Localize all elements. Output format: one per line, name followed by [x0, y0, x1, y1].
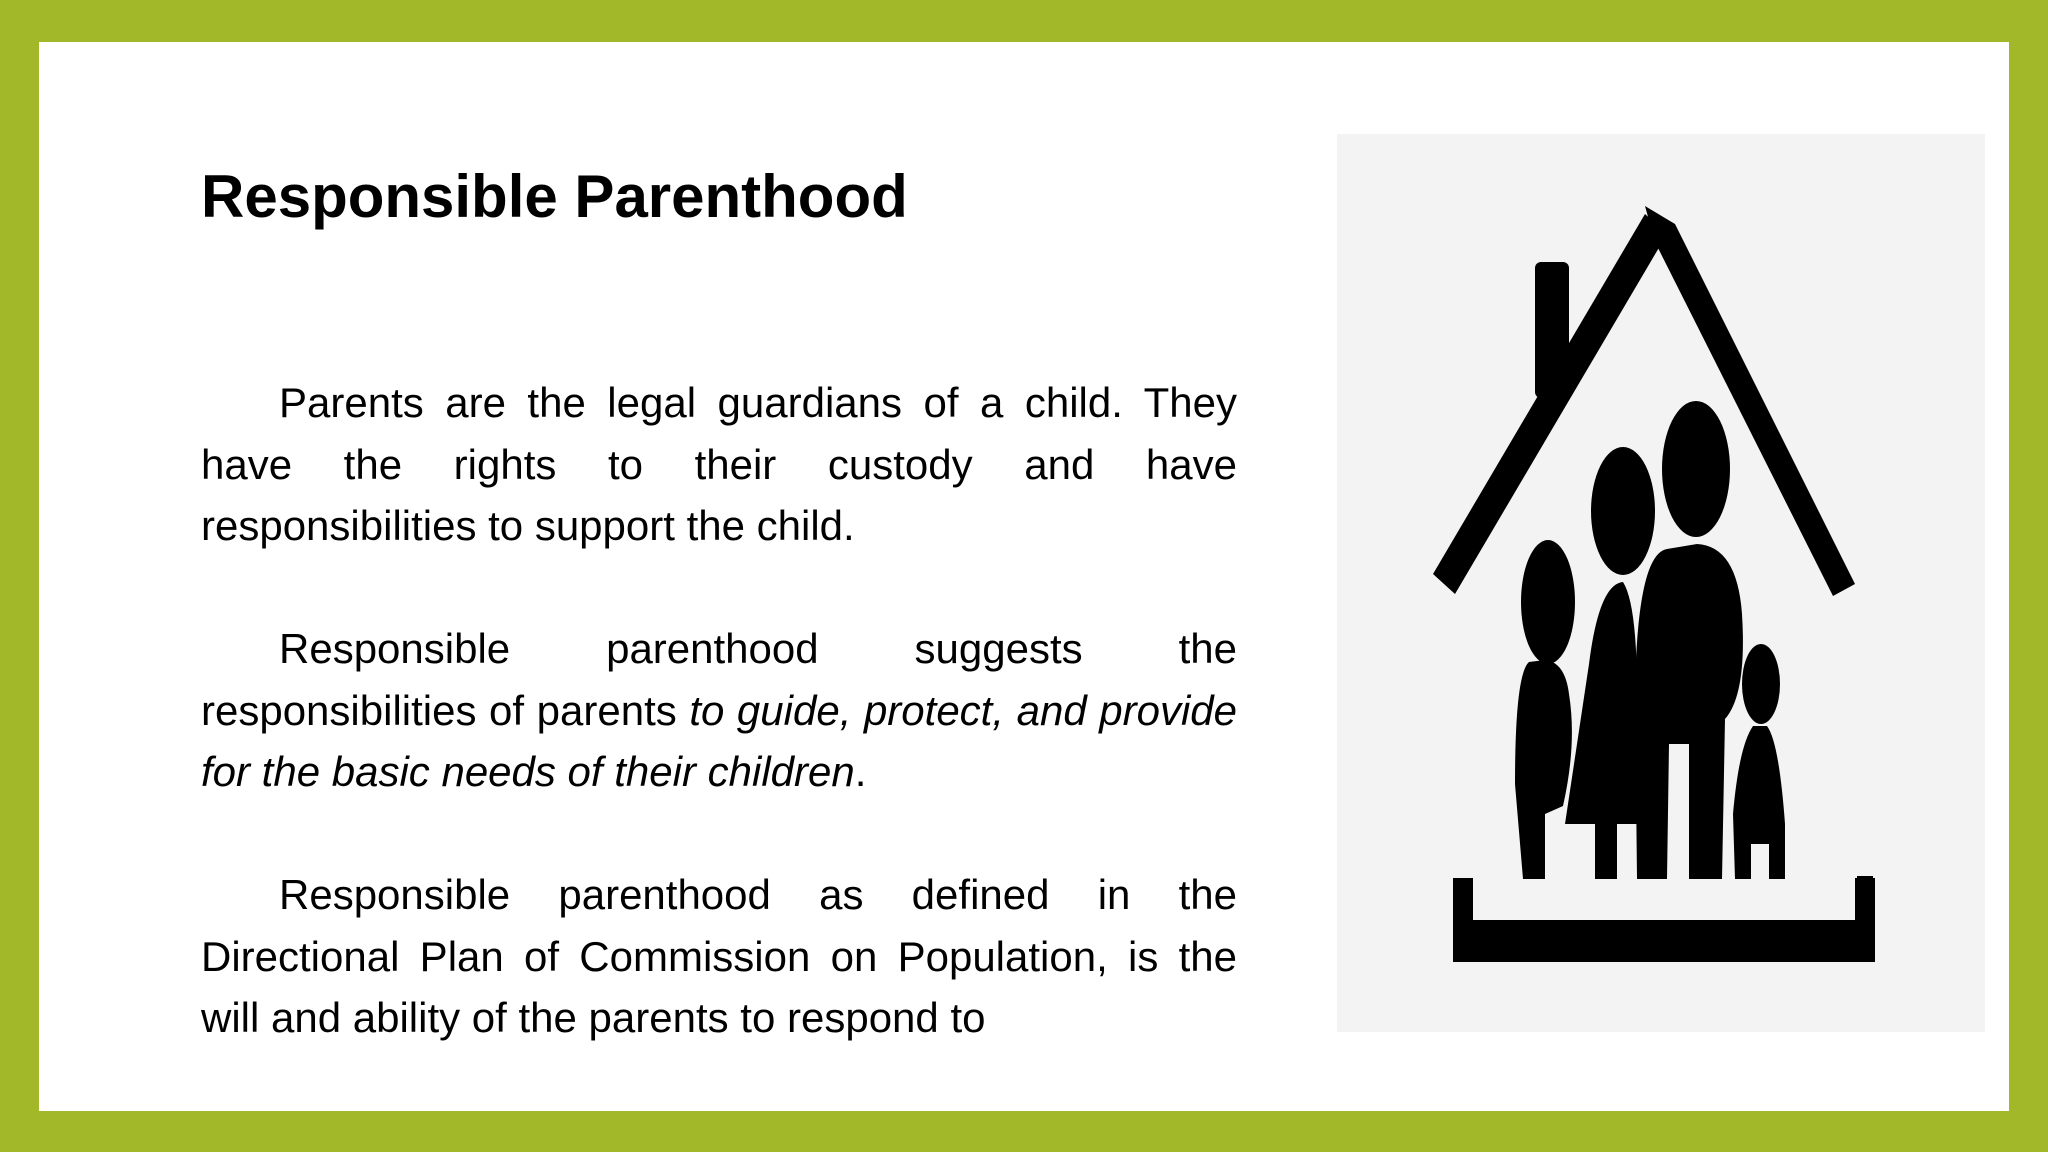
slide-title: Responsible Parenthood	[201, 163, 908, 230]
family-house-illustration	[1337, 134, 1985, 1032]
child-right-body-shape	[1733, 726, 1785, 879]
paragraph-2-emphasis: to guide, protect, and provide for the basic needs of their children	[201, 686, 1238, 795]
paragraph-1: Parents are the legal guardians of a child. They have the rights to their custody and have responsibilities to support the child.	[201, 379, 1237, 549]
slide-body	[201, 372, 1237, 1049]
father-body-shape	[1635, 544, 1743, 879]
paragraph-3: Responsible parenthood as defined in the Directional Plan of Commission on Population, is the will and ability of the parents to respond to	[201, 871, 1237, 1041]
roof-right-shape	[1645, 206, 1855, 596]
family-house-icon	[1337, 134, 1985, 1032]
mother-head-shape	[1591, 447, 1655, 575]
mother-body-shape	[1565, 582, 1637, 879]
child-left-head-shape	[1521, 540, 1575, 664]
paragraph-2	[201, 618, 1237, 803]
base-floor-shape	[1453, 924, 1875, 962]
slide	[39, 42, 2009, 1111]
paragraph-2-end: .	[854, 748, 867, 795]
paragraph-2-text: Responsible parenthood suggests the responsibilities of parents	[201, 625, 1237, 734]
father-head-shape	[1662, 401, 1730, 537]
child-left-body-shape	[1515, 660, 1572, 879]
child-right-head-shape	[1742, 644, 1780, 724]
